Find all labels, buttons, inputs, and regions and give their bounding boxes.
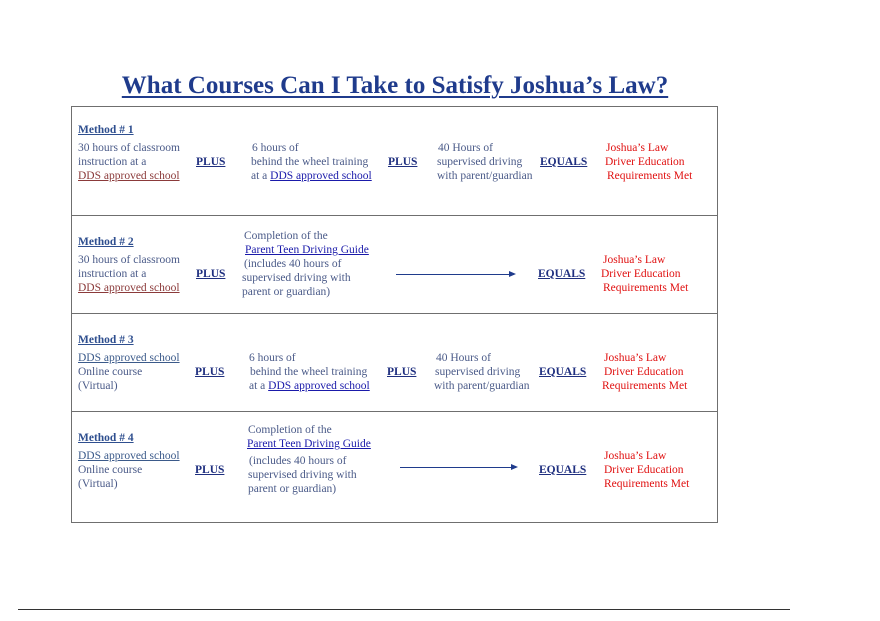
dds-online-text: DDS approved school <box>78 450 180 462</box>
arrow-icon <box>396 274 514 275</box>
plus-label: PLUS <box>196 156 226 168</box>
supervised-text: 40 Hours of <box>436 352 491 364</box>
plus-label: PLUS <box>388 156 418 168</box>
plus-label: PLUS <box>195 366 225 378</box>
dds-school-link[interactable]: DDS approved school <box>270 170 372 182</box>
guide-text: supervised driving with <box>248 469 357 481</box>
method-heading: Method # 2 <box>78 236 134 248</box>
equals-label: EQUALS <box>539 464 587 476</box>
at-a-text: at a <box>251 170 271 182</box>
guide-text: supervised driving with <box>242 272 351 284</box>
guide-text: (includes 40 hours of <box>249 455 347 467</box>
online-course-text: Online course <box>78 366 143 378</box>
result-text: Requirements Met <box>604 478 690 490</box>
parent-teen-guide-link[interactable]: Parent Teen Driving Guide <box>247 438 371 450</box>
supervised-text: 40 Hours of <box>438 142 493 154</box>
supervised-text: with parent/guardian <box>437 170 533 182</box>
classroom-text: 30 hours of classroom <box>78 142 180 154</box>
dds-school-link[interactable]: DDS approved school <box>268 380 370 392</box>
plus-label: PLUS <box>387 366 417 378</box>
result-text: Driver Education <box>601 268 681 280</box>
arrow-icon <box>400 467 516 468</box>
plus-label: PLUS <box>196 268 226 280</box>
behind-wheel-text: behind the wheel training <box>251 156 369 168</box>
result-text: Requirements Met <box>602 380 688 392</box>
equals-label: EQUALS <box>540 156 588 168</box>
result-text: Joshua’s Law <box>606 142 669 154</box>
supervised-text: with parent/guardian <box>434 380 530 392</box>
plus-label: PLUS <box>195 464 225 476</box>
result-text: Requirements Met <box>603 282 689 294</box>
virtual-text: (Virtual) <box>78 380 118 392</box>
dds-school-link[interactable]: DDS approved school <box>78 282 180 294</box>
online-course-text: Online course <box>78 464 143 476</box>
dds-school-link[interactable]: DDS approved school <box>78 170 180 182</box>
classroom-text: 30 hours of classroom <box>78 254 180 266</box>
behind-wheel-text <box>249 379 370 393</box>
result-text: Driver Education <box>604 464 684 476</box>
virtual-text: (Virtual) <box>78 478 118 490</box>
row-divider <box>71 215 718 216</box>
guide-text: (includes 40 hours of <box>244 258 342 270</box>
guide-text: parent or guardian) <box>242 286 331 298</box>
at-a-text: at a <box>249 380 269 392</box>
behind-wheel-text: 6 hours of <box>249 352 296 364</box>
behind-wheel-text: 6 hours of <box>252 142 299 154</box>
footer-rule <box>18 609 790 610</box>
supervised-text: supervised driving <box>435 366 521 378</box>
behind-wheel-text: behind the wheel training <box>250 366 368 378</box>
equals-label: EQUALS <box>538 268 586 280</box>
method-heading: Method # 3 <box>78 334 134 346</box>
classroom-text: instruction at a <box>78 268 147 280</box>
result-text: Requirements Met <box>607 170 693 182</box>
result-text: Driver Education <box>605 156 685 168</box>
guide-text: parent or guardian) <box>248 483 337 495</box>
guide-text: Completion of the <box>244 230 328 242</box>
page-title: What Courses Can I Take to Satisfy Joshua’s Law? <box>121 72 669 99</box>
result-text: Joshua’s Law <box>603 254 666 266</box>
row-divider <box>71 411 718 412</box>
equals-label: EQUALS <box>539 366 587 378</box>
parent-teen-guide-link[interactable]: Parent Teen Driving Guide <box>245 244 369 256</box>
behind-wheel-text <box>251 169 372 183</box>
row-divider <box>71 313 718 314</box>
result-text: Joshua’s Law <box>604 450 667 462</box>
supervised-text: supervised driving <box>437 156 523 168</box>
dds-online-text: DDS approved school <box>78 352 180 364</box>
guide-text: Completion of the <box>248 424 332 436</box>
result-text: Joshua’s Law <box>604 352 667 364</box>
method-heading: Method # 1 <box>78 124 134 136</box>
result-text: Driver Education <box>604 366 684 378</box>
method-heading: Method # 4 <box>78 432 134 444</box>
classroom-text: instruction at a <box>78 156 147 168</box>
